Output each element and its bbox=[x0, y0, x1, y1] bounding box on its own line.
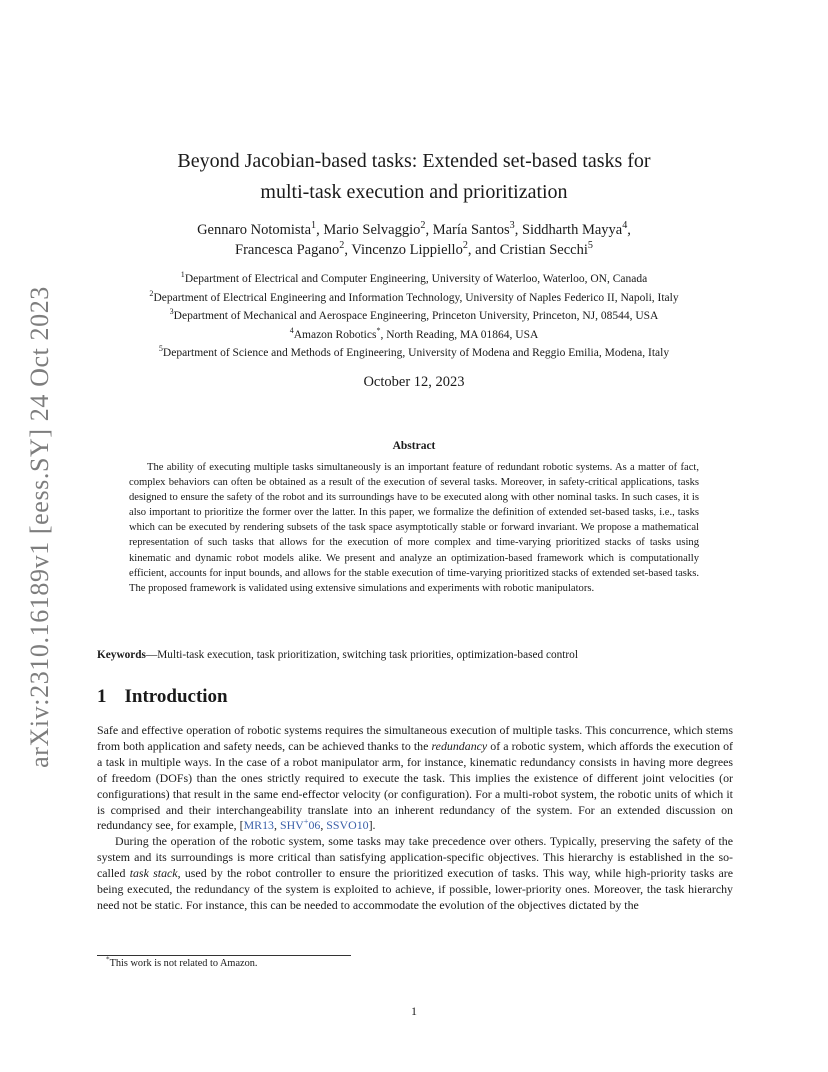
paragraph-text: , used by the robot controller to ensure the prioritized execution of tasks. This way, while high-priority tasks are being executed, the redundancy of the system is exploited to achieve, if possible, lower-priority ones. Moreover, the task hierarchy need not be static. For instance, this can be needed to accommodate the evolution of the objectives dictated by the bbox=[97, 866, 734, 912]
affiliation-sup: 4 bbox=[289, 325, 294, 335]
affiliation-sup: 1 bbox=[180, 270, 185, 280]
paper-title bbox=[100, 146, 728, 208]
affiliation-text: Department of Electrical Engineering and Information Technology, University of Naples Federico II, Napoli, Italy bbox=[153, 291, 679, 304]
footnote-divider bbox=[97, 955, 351, 956]
author-affil-sup: 2 bbox=[339, 240, 345, 252]
title-line-1: Beyond Jacobian-based tasks: Extended set-based tasks for bbox=[177, 150, 651, 172]
citation-separator: , bbox=[274, 818, 280, 833]
paragraph-text: Safe and effective operation of robotic systems requires the simultaneous execution of multiple tasks. This concurrence, which stems from both application and safety needs, can be achieved thanks to the bbox=[97, 723, 733, 753]
body-text bbox=[97, 723, 733, 914]
author-affil-sup: 5 bbox=[587, 240, 593, 252]
affiliation-text: Department of Mechanical and Aerospace Engineering, Princeton University, Princeton, NJ, 08544, USA bbox=[173, 310, 659, 322]
citation-separator: , bbox=[320, 818, 327, 833]
author-affil-sup: 1 bbox=[311, 220, 317, 232]
affiliation-text: , North Reading, MA 01864, USA bbox=[380, 328, 539, 341]
affiliation-sup: 3 bbox=[169, 307, 174, 317]
section-title: Introduction bbox=[124, 686, 228, 707]
keywords-line bbox=[97, 649, 737, 661]
affiliation-text: Amazon Robotics bbox=[293, 328, 377, 341]
author-line-2 bbox=[100, 240, 728, 260]
page-number: 1 bbox=[411, 1004, 417, 1018]
paragraph-text: During the operation of the robotic system, some tasks may take precedence over others. Typically, preserving the safety of the system and its surroundings is more critical than satisfying application-specific objectives. This hierarchy is established in the so-called bbox=[97, 834, 733, 881]
paragraph-2 bbox=[97, 834, 733, 914]
footnote-marker: * bbox=[106, 955, 110, 964]
paragraph-text: ]. bbox=[368, 818, 376, 833]
section-number: 1 bbox=[97, 686, 107, 707]
emphasized-term: redundancy bbox=[431, 738, 488, 753]
paragraph-text: of a robotic system, which affords the execution of a task in multiple ways. In the case of a robot manipulator arm, for instance, kinematic redundancy consists in having more degrees of freedom (DOFs) than the ones strictly required to execute the task. This implies the existence of different joint velocities (or configurations) that result in the same end-effector velocity (or configuration). For a multi-robot system, the robotic units of which it is comprised and their interchangeability translate into an inherent redundancy of the system. For an extended discussion on redundancy see, for example, [ bbox=[97, 738, 733, 833]
citation-text: 06 bbox=[308, 818, 321, 833]
title-line-2: multi-task execution and prioritization bbox=[260, 181, 568, 203]
affiliation-list bbox=[60, 270, 768, 363]
arxiv-identifier-stamp bbox=[14, 282, 66, 772]
paper-date: October 12, 2023 bbox=[363, 374, 465, 390]
author-affil-sup: 4 bbox=[622, 220, 628, 232]
author-affil-sup: 2 bbox=[420, 220, 426, 232]
author-name: , Vincenzo Lippiello bbox=[344, 242, 463, 258]
paragraph-1 bbox=[97, 723, 733, 834]
affiliation-3 bbox=[60, 307, 768, 326]
abstract-heading: Abstract bbox=[392, 440, 436, 452]
citation-link[interactable]: SSVO10 bbox=[326, 818, 369, 833]
keywords-label: Keywords bbox=[97, 649, 146, 661]
affiliation-2 bbox=[60, 289, 768, 308]
keywords-text: —Multi-task execution, task prioritization, switching task priorities, optimization-based control bbox=[145, 649, 578, 661]
author-name: Francesca Pagano bbox=[235, 242, 340, 258]
abstract-body: The ability of executing multiple tasks simultaneously is an important feature of redundant robotic systems. As a matter of fact, complex behaviors can often be obtained as a result of the execution of several tasks. Moreover, in safety-critical applications, tasks designed to ensure the safety of the robot and its surroundings have to be executed along with other nominal tasks. In such cases, it is also important to prioritize the former over the latter. In this paper, we formalize the definition of extended set-based tasks, i.e., tasks which can be executed by rendering subsets of the task space asymptotically stable or forward invariant. We propose a mathematical representation of such tasks that allows for the execution of more complex and time-varying prioritized stacks of tasks using kinematic and dynamic robot models alike. We present and analyze an optimization-based framework which is computationally efficient, accounts for input bounds, and allows for the stable execution of time-varying prioritized stacks of extended set-based tasks. The proposed framework is validated using extensive simulations and experiments with robotic manipulators. bbox=[129, 462, 699, 594]
affiliation-5 bbox=[60, 344, 768, 363]
author-separator: , bbox=[627, 222, 631, 238]
footnote-marker: * bbox=[376, 325, 381, 335]
author-list bbox=[100, 220, 728, 260]
affiliation-text: Department of Science and Methods of Engineering, University of Modena and Reggio Emilia, Modena, Italy bbox=[162, 347, 670, 359]
author-name: , María Santos bbox=[425, 222, 510, 238]
affiliation-text: Department of Electrical and Computer Engineering, University of Waterloo, Waterloo, ON, Canada bbox=[184, 273, 648, 285]
arxiv-identifier-text: arXiv:2310.16189v1 [eess.SY] 24 Oct 2023 bbox=[25, 286, 54, 768]
affiliation-4 bbox=[60, 326, 768, 345]
footnote-text: This work is not related to Amazon. bbox=[109, 958, 258, 969]
citation-link[interactable]: MR13 bbox=[243, 818, 274, 833]
author-name: , Mario Selvaggio bbox=[316, 222, 421, 238]
affiliation-sup: 5 bbox=[158, 344, 163, 354]
author-affil-sup: 3 bbox=[509, 220, 515, 232]
footnote bbox=[106, 955, 258, 969]
author-line-1 bbox=[100, 220, 728, 240]
citation-sup: + bbox=[303, 817, 309, 827]
citation-link[interactable] bbox=[280, 818, 320, 832]
emphasized-term: task stack bbox=[129, 866, 178, 881]
affiliation-sup: 2 bbox=[149, 288, 154, 298]
author-name: , Siddharth Mayya bbox=[514, 222, 623, 238]
section-heading bbox=[97, 686, 228, 708]
author-name: Gennaro Notomista bbox=[197, 222, 312, 238]
citation-text: SHV bbox=[279, 818, 304, 833]
author-affil-sup: 2 bbox=[462, 240, 468, 252]
author-name: , and Cristian Secchi bbox=[467, 242, 588, 258]
affiliation-1 bbox=[60, 270, 768, 289]
